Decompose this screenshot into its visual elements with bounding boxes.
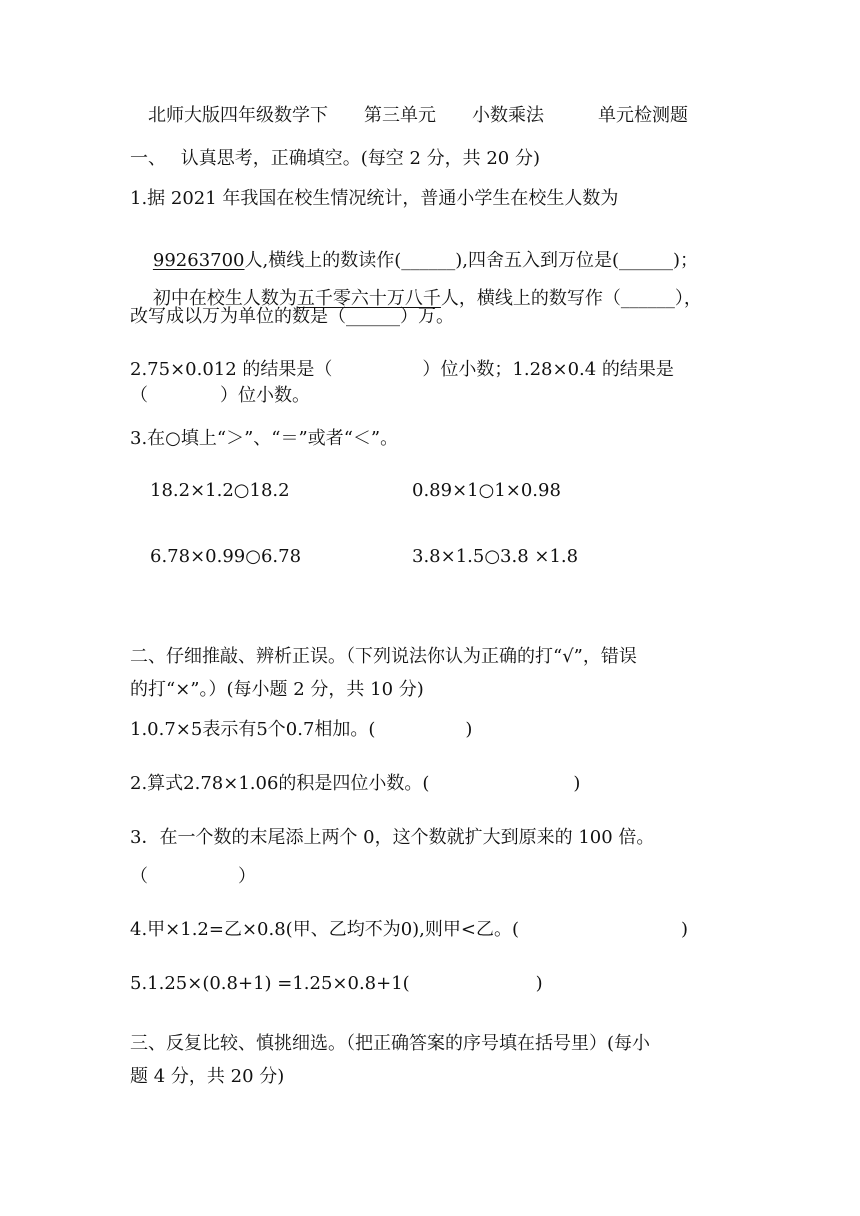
q3-item-a: 18.2×1.2○18.2 (150, 480, 290, 501)
s2-q4: 4.甲×1.2=乙×0.8(甲、乙均不为0),则甲<乙。( ) (130, 919, 689, 940)
section-1-heading: 一、 认真思考，正确填空。(每空 2 分，共 20 分) (130, 148, 541, 169)
q3-item-c: 6.78×0.99○6.78 (150, 546, 302, 567)
underlined-words: 五千零六十万八千 (296, 287, 441, 309)
s2-q3-line-2: （ ） (130, 866, 256, 887)
section-2-heading-line-2: 的打“×”。）(每小题 2 分，共 10 分) (130, 679, 424, 700)
q3-item-b: 0.89×1○1×0.98 (412, 480, 561, 501)
q2-line-1: 2.75×0.012 的结果是（ ）位小数；1.28×0.4 的结果是 (130, 359, 674, 380)
page-title: 北师大版四年级数学下 第三单元 小数乘法 单元检测题 (148, 105, 688, 126)
s2-q1: 1.0.7×5表示有5个0.7相加。( ) (130, 719, 473, 740)
q3-instruction: 3.在○填上“＞”、“＝”或者“＜”。 (130, 428, 399, 449)
s2-q5: 5.1.25×(0.8+1) =1.25×0.8+1( ) (130, 973, 543, 994)
underlined-number: 99263700 (152, 249, 245, 271)
section-2-heading-line-1: 二、仔细推敲、辨析正误。（下列说法你认为正确的打“√”，错误 (130, 646, 637, 667)
s2-q2: 2.算式2.78×1.06的积是四位小数。( ) (130, 773, 581, 794)
q3-item-d: 3.8×1.5○3.8 ×1.8 (412, 546, 579, 567)
q1-line-3-pre: 初中在校生人数为 (152, 287, 297, 309)
q1-line-1: 1.据 2021 年我国在校生情况统计，普通小学生在校生人数为 (130, 188, 619, 209)
s2-q3-line-1: 3．在一个数的末尾添上两个 0，这个数就扩大到原来的 100 倍。 (130, 827, 655, 848)
q1-line-2-rest: 人,横线上的数读作(______),四舍五入到万位是(______)； (244, 249, 699, 271)
q1-line-4: 改写成以万为单位的数是（______）万。 (130, 306, 454, 327)
q1-line-3-rest: 人，横线上的数写作（______）， (440, 287, 702, 309)
q2-line-2: （ ）位小数。 (130, 385, 310, 406)
section-3-heading-line-1: 三、反复比较、慎挑细选。（把正确答案的序号填在括号里）(每小 (130, 1033, 651, 1054)
section-3-heading-line-2: 题 4 分，共 20 分) (130, 1066, 285, 1087)
